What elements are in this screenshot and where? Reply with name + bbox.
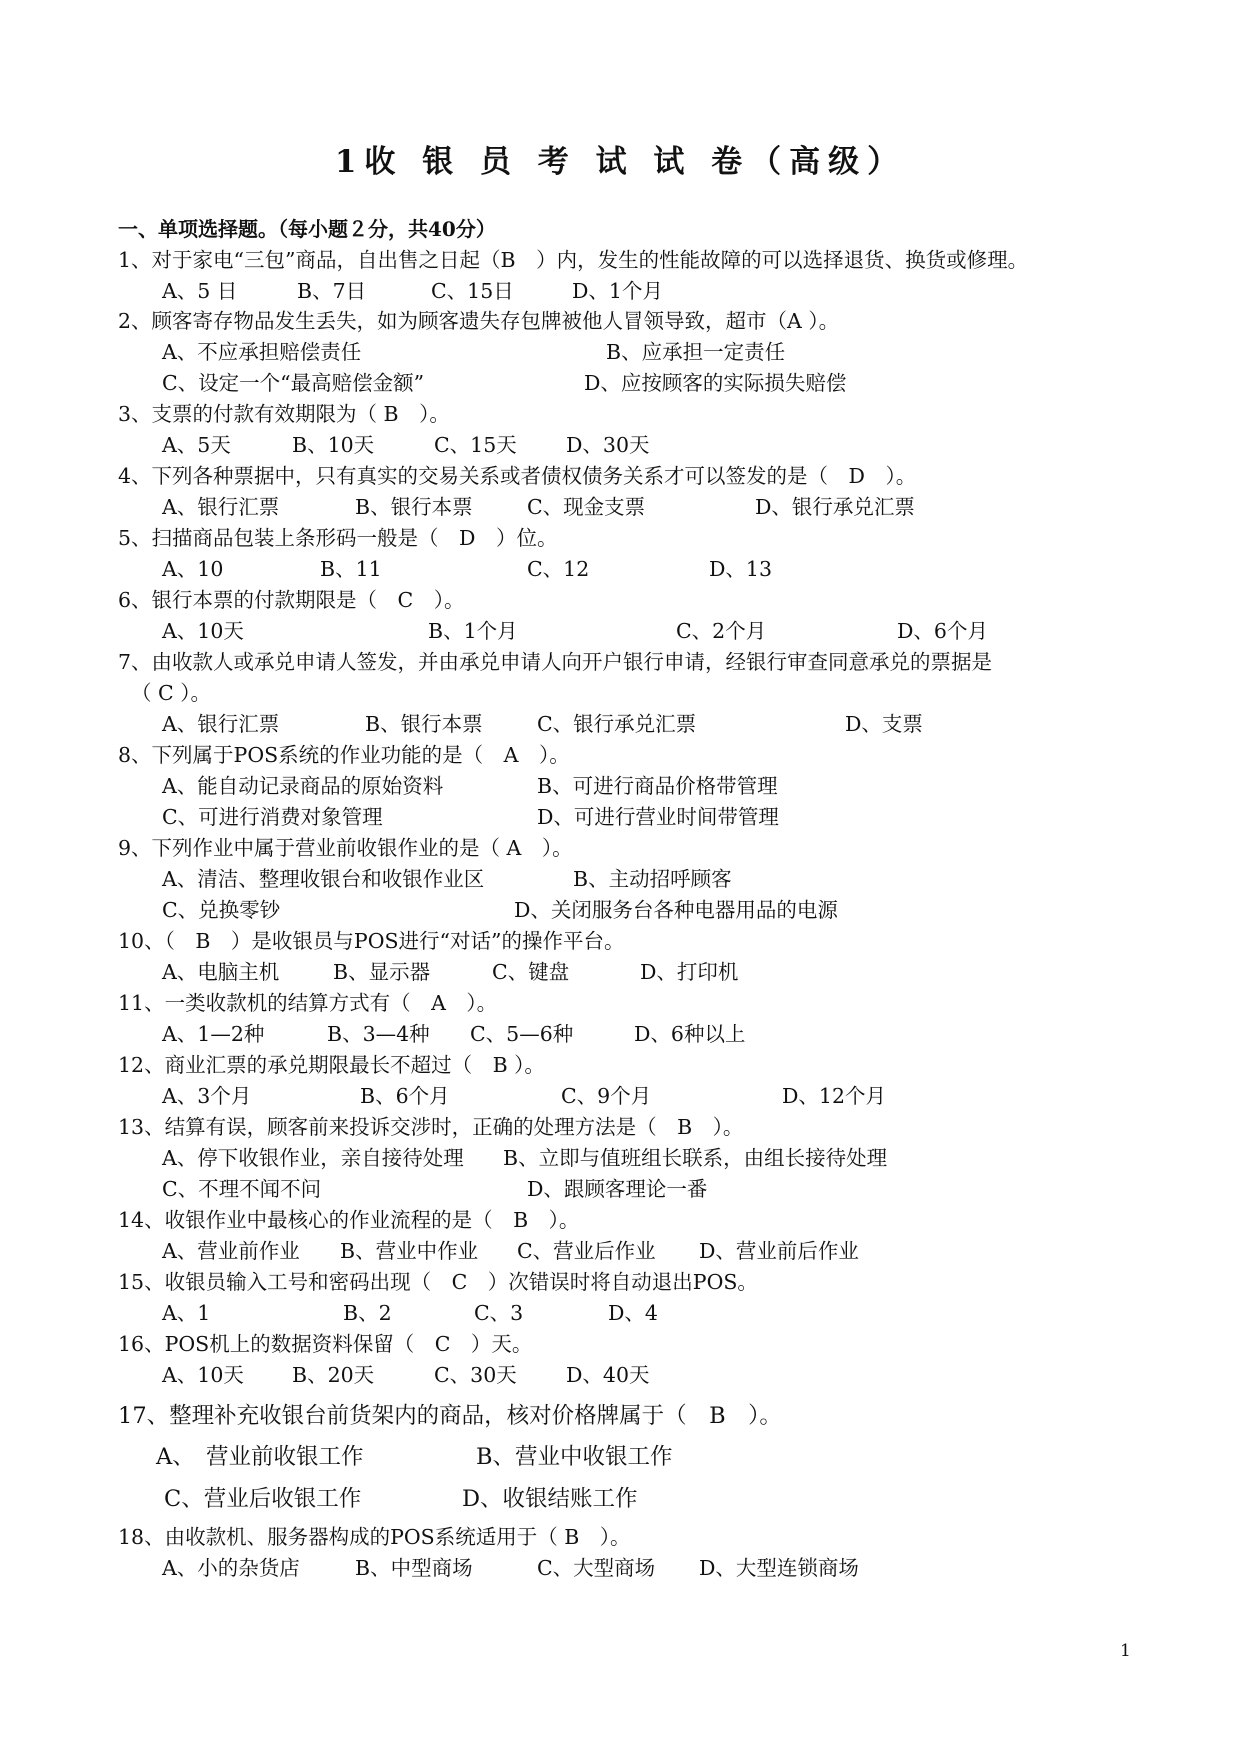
option-7d: D、支票 bbox=[845, 712, 923, 736]
option-12c: C、9个月 bbox=[561, 1084, 652, 1108]
question-7: 7、由收款人或承兑申请人签发，并由承兑申请人向开户银行申请，经银行审查同意承兑的票据是 bbox=[118, 650, 993, 674]
option-9a: A、清洁、整理收银台和收银作业区 bbox=[162, 867, 485, 891]
page-number: 1 bbox=[1120, 1641, 1131, 1661]
option-8a: A、能自动记录商品的原始资料 bbox=[162, 774, 444, 798]
option-9b: B、主动招呼顾客 bbox=[573, 867, 732, 891]
option-12a: A、3个月 bbox=[162, 1084, 252, 1108]
option-10b: B、显示器 bbox=[333, 960, 431, 984]
option-2b: B、应承担一定责任 bbox=[606, 340, 786, 364]
option-11a: A、1—2种 bbox=[162, 1022, 265, 1046]
option-16d: D、40天 bbox=[566, 1363, 650, 1387]
option-5b: B、11 bbox=[320, 557, 382, 581]
question-5: 5、扫描商品包装上条形码一般是（ D ）位。 bbox=[118, 526, 558, 550]
section-title: 一、单项选择题。（每小题２分，共40分） bbox=[118, 217, 496, 241]
question-17: 17、整理补充收银台前货架内的商品，核对价格牌属于（ B ）。 bbox=[118, 1403, 782, 1429]
option-6d: D、6个月 bbox=[897, 619, 988, 643]
question-4: 4、下列各种票据中，只有真实的交易关系或者债权债务关系才可以签发的是（ D ）。 bbox=[118, 464, 917, 488]
option-18c: C、大型商场 bbox=[537, 1556, 656, 1580]
option-4c: C、现金支票 bbox=[527, 495, 646, 519]
option-1b: B、7日 bbox=[297, 279, 367, 303]
question-9: 9、下列作业中属于营业前收银作业的是（ A ）。 bbox=[118, 836, 573, 860]
option-5d: D、13 bbox=[709, 557, 773, 581]
option-3a: A、5天 bbox=[162, 433, 231, 457]
question-14: 14、收银作业中最核心的作业流程的是（ B ）。 bbox=[118, 1208, 580, 1232]
option-15b: B、2 bbox=[343, 1301, 392, 1325]
question-15: 15、收银员输入工号和密码出现（ C ）次错误时将自动退出POS。 bbox=[118, 1270, 758, 1294]
option-12b: B、6个月 bbox=[360, 1084, 450, 1108]
option-16a: A、10天 bbox=[162, 1363, 244, 1387]
option-4a: A、银行汇票 bbox=[162, 495, 280, 519]
option-15d: D、4 bbox=[608, 1301, 658, 1325]
option-17b: B、营业中收银工作 bbox=[476, 1444, 673, 1470]
option-2c: C、设定一个“最高赔偿金额” bbox=[162, 371, 425, 395]
option-7a: A、银行汇票 bbox=[162, 712, 280, 736]
question-16: 16、POS机上的数据资料保留（ C ）天。 bbox=[118, 1332, 533, 1356]
question-8: 8、下列属于POS系统的作业功能的是（ A ）。 bbox=[118, 743, 570, 767]
option-11c: C、5—6种 bbox=[470, 1022, 574, 1046]
option-17c: C、营业后收银工作 bbox=[164, 1486, 362, 1512]
option-12d: D、12个月 bbox=[782, 1084, 887, 1108]
option-4b: B、银行本票 bbox=[355, 495, 473, 519]
option-16b: B、20天 bbox=[292, 1363, 375, 1387]
option-6a: A、10天 bbox=[162, 619, 244, 643]
option-10d: D、打印机 bbox=[640, 960, 739, 984]
option-13c: C、不理不闻不问 bbox=[162, 1177, 322, 1201]
question-1: 1、对于家电“三包”商品，自出售之日起（B ）内，发生的性能故障的可以选择退货、换货或修理。 bbox=[118, 248, 1029, 272]
option-6c: C、2个月 bbox=[676, 619, 767, 643]
option-18d: D、大型连锁商场 bbox=[699, 1556, 859, 1580]
option-11d: D、6种以上 bbox=[634, 1022, 746, 1046]
option-8c: C、可进行消费对象管理 bbox=[162, 805, 383, 829]
question-6: 6、银行本票的付款期限是（ C ）。 bbox=[118, 588, 465, 612]
option-3d: D、30天 bbox=[566, 433, 650, 457]
option-15a: A、1 bbox=[162, 1301, 211, 1325]
option-17d: D、收银结账工作 bbox=[462, 1486, 638, 1512]
question-11: 11、一类收款机的结算方式有（ A ）。 bbox=[118, 991, 498, 1015]
option-13d: D、跟顾客理论一番 bbox=[527, 1177, 708, 1201]
option-5c: C、12 bbox=[527, 557, 590, 581]
option-9c: C、兑换零钞 bbox=[162, 898, 281, 922]
option-13b: B、立即与值班组长联系，由组长接待处理 bbox=[503, 1146, 888, 1170]
option-14a: A、营业前作业 bbox=[162, 1239, 300, 1263]
option-17a: A、 营业前收银工作 bbox=[156, 1444, 364, 1470]
option-8d: D、可进行营业时间带管理 bbox=[537, 805, 779, 829]
question-10: 10、（ B ）是收银员与POS进行“对话”的操作平台。 bbox=[118, 929, 625, 953]
question-3: 3、支票的付款有效期限为（ B ）。 bbox=[118, 402, 450, 426]
option-10c: C、键盘 bbox=[492, 960, 570, 984]
option-9d: D、关闭服务台各种电器用品的电源 bbox=[514, 898, 838, 922]
option-7c: C、银行承兑汇票 bbox=[537, 712, 697, 736]
option-14b: B、营业中作业 bbox=[340, 1239, 479, 1263]
option-18a: A、小的杂货店 bbox=[162, 1556, 300, 1580]
question-18: 18、由收款机、服务器构成的POS系统适用于（ B ）。 bbox=[118, 1525, 631, 1549]
option-2d: D、应按顾客的实际损失赔偿 bbox=[584, 371, 847, 395]
option-13a: A、停下收银作业，亲自接待处理 bbox=[162, 1146, 464, 1170]
option-8b: B、可进行商品价格带管理 bbox=[537, 774, 778, 798]
question-2: 2、顾客寄存物品发生丢失，如为顾客遗失存包牌被他人冒领导致，超市（A ）。 bbox=[118, 309, 840, 333]
option-2a: A、不应承担赔偿责任 bbox=[162, 340, 362, 364]
option-14d: D、营业前后作业 bbox=[699, 1239, 859, 1263]
page-title: 1收 银 员 考 试 试 卷（高级） bbox=[334, 144, 907, 180]
option-3b: B、10天 bbox=[292, 433, 375, 457]
question-7-continued: （ C ）。 bbox=[131, 681, 211, 705]
question-13: 13、结算有误，顾客前来投诉交涉时，正确的处理方法是（ B ）。 bbox=[118, 1115, 744, 1139]
question-12: 12、商业汇票的承兑期限最长不超过（ B ）。 bbox=[118, 1053, 545, 1077]
option-11b: B、3—4种 bbox=[327, 1022, 430, 1046]
option-3c: C、15天 bbox=[434, 433, 517, 457]
option-5a: A、10 bbox=[162, 557, 224, 581]
option-1a: A、5 日 bbox=[162, 279, 238, 303]
option-7b: B、银行本票 bbox=[365, 712, 483, 736]
option-4d: D、银行承兑汇票 bbox=[755, 495, 915, 519]
option-10a: A、电脑主机 bbox=[162, 960, 280, 984]
option-1d: D、1个月 bbox=[572, 279, 663, 303]
option-1c: C、15日 bbox=[431, 279, 514, 303]
option-15c: C、3 bbox=[474, 1301, 524, 1325]
option-6b: B、1个月 bbox=[428, 619, 518, 643]
option-14c: C、营业后作业 bbox=[517, 1239, 656, 1263]
option-16c: C、30天 bbox=[434, 1363, 517, 1387]
option-18b: B、中型商场 bbox=[355, 1556, 473, 1580]
